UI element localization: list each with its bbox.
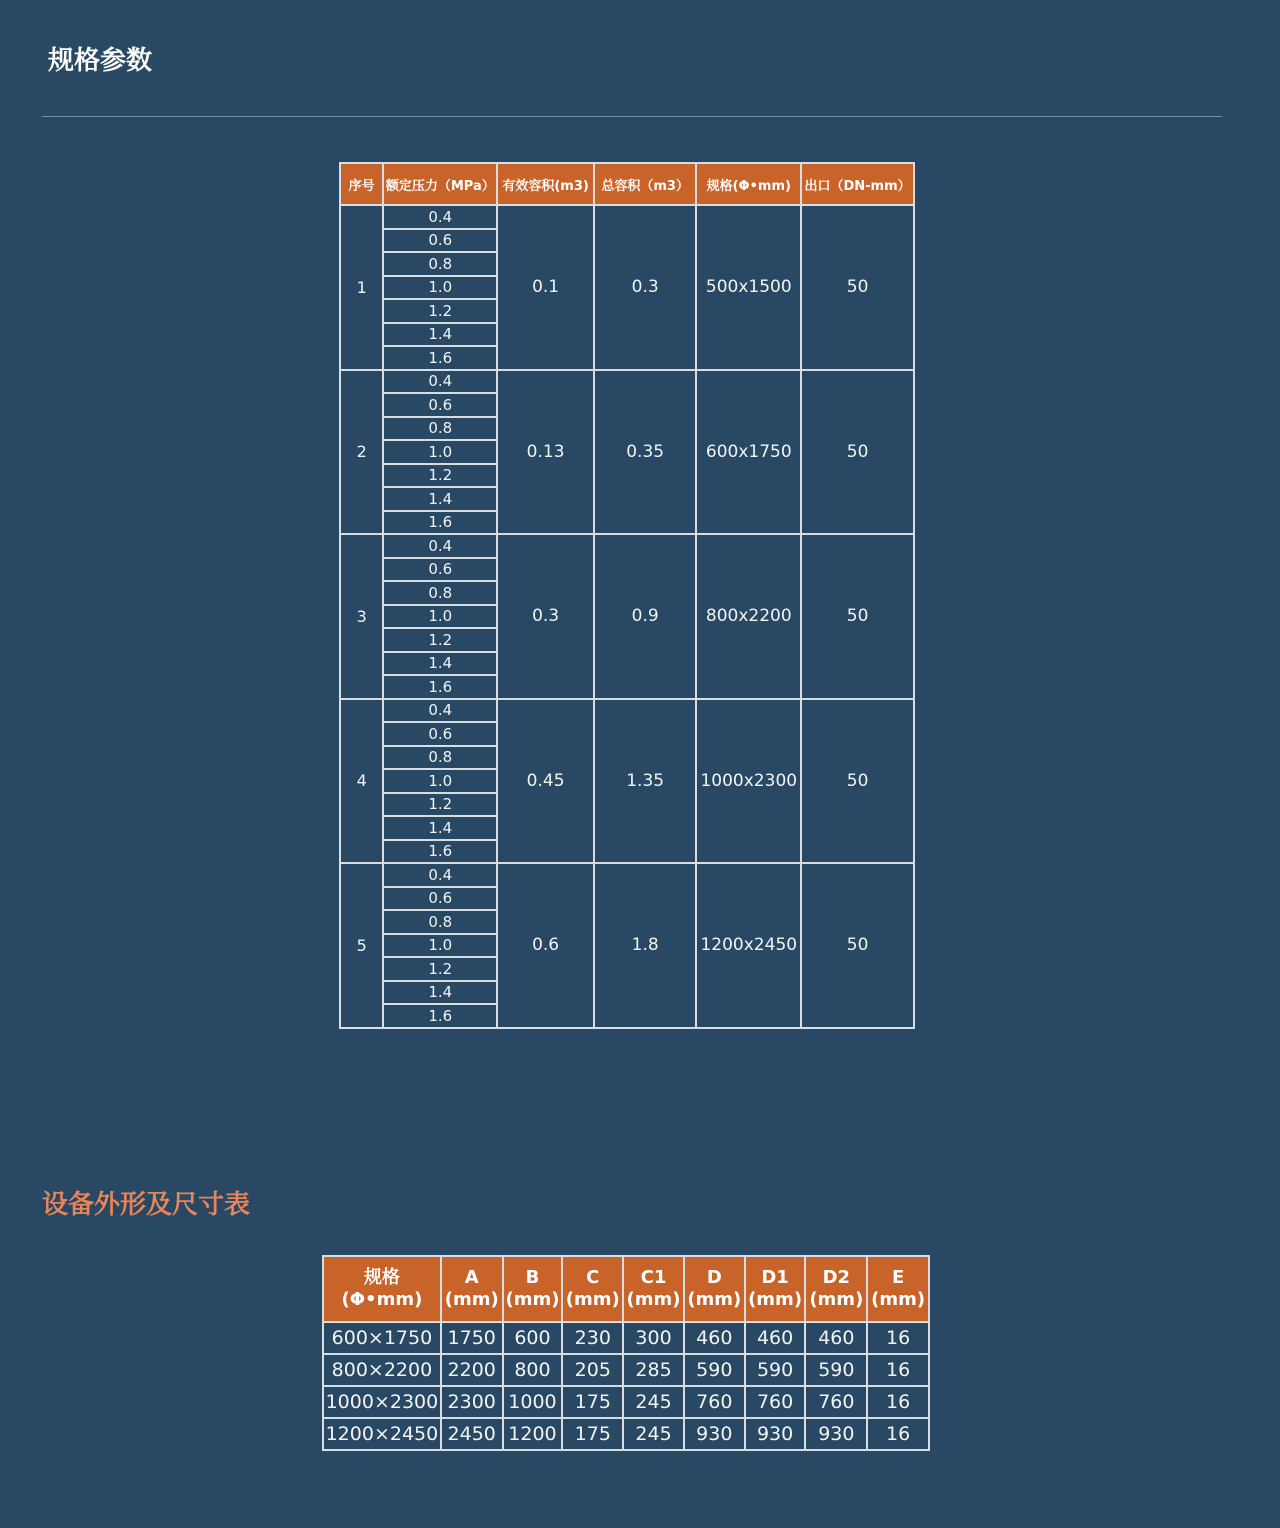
dimension-value-cell: 2200 <box>441 1354 503 1386</box>
spec-outlet-cell: 50 <box>801 205 914 370</box>
dimension-value-cell: 600 <box>503 1322 563 1354</box>
pressure-cell: 1.2 <box>383 793 497 817</box>
dimension-value-cell: 245 <box>623 1386 684 1418</box>
pressure-cell: 0.4 <box>383 863 497 887</box>
pressure-cell: 1.0 <box>383 769 497 793</box>
dimension-header-unit: (mm) <box>565 1289 620 1310</box>
dimension-row <box>323 1418 929 1450</box>
dimension-header-cell <box>562 1256 623 1322</box>
dimension-value-cell: 800 <box>503 1354 563 1386</box>
dimension-header-label: 规格 <box>363 1267 400 1288</box>
header-effective-volume: 有效容积(m3) <box>497 163 594 205</box>
spec-outlet-cell: 50 <box>801 863 914 1028</box>
dimension-value-cell: 760 <box>684 1386 745 1418</box>
dimension-table <box>322 1255 930 1451</box>
pressure-cell: 1.4 <box>383 816 497 840</box>
spec-no-cell: 4 <box>340 699 383 864</box>
spec-total-cell: 0.35 <box>594 370 696 535</box>
dimension-value-cell: 590 <box>805 1354 867 1386</box>
pressure-cell: 0.4 <box>383 370 497 394</box>
dimension-value-cell: 230 <box>562 1322 623 1354</box>
header-no: 序号 <box>340 163 383 205</box>
pressure-cell: 1.4 <box>383 652 497 676</box>
spec-effective-cell: 0.13 <box>497 370 594 535</box>
spec-total-cell: 1.35 <box>594 699 696 864</box>
dimension-value-cell: 460 <box>745 1322 806 1354</box>
dimension-value-cell: 175 <box>562 1418 623 1450</box>
pressure-cell: 1.6 <box>383 511 497 535</box>
dimension-value-cell: 760 <box>805 1386 867 1418</box>
dimension-header-label: A <box>464 1267 479 1288</box>
pressure-cell: 1.2 <box>383 464 497 488</box>
dimension-header-label: D <box>706 1267 722 1288</box>
spec-section-title: 规格参数 <box>48 46 153 76</box>
spec-parameter-table <box>339 162 915 1029</box>
spec-size-cell: 500x1500 <box>696 205 801 370</box>
spec-row <box>340 863 914 887</box>
spec-size-cell: 1200x2450 <box>696 863 801 1028</box>
dimension-section-title: 设备外形及尺寸表 <box>42 1190 251 1220</box>
header-total-volume: 总容积（m3） <box>594 163 696 205</box>
dimension-value-cell: 1750 <box>441 1322 503 1354</box>
spec-total-cell: 1.8 <box>594 863 696 1028</box>
dimension-header-label: B <box>525 1267 540 1288</box>
dimension-value-cell: 930 <box>745 1418 806 1450</box>
dimension-header-unit: (mm) <box>871 1289 926 1310</box>
dimension-value-cell: 460 <box>684 1322 745 1354</box>
dimension-header-unit: (mm) <box>809 1289 864 1310</box>
dimension-header-unit: (mm) <box>748 1289 803 1310</box>
spec-row <box>340 534 914 558</box>
spec-no-cell: 3 <box>340 534 383 699</box>
dimension-row <box>323 1354 929 1386</box>
pressure-cell: 0.4 <box>383 699 497 723</box>
pressure-cell: 1.4 <box>383 487 497 511</box>
pressure-cell: 0.6 <box>383 229 497 253</box>
pressure-cell: 0.8 <box>383 252 497 276</box>
pressure-cell: 1.0 <box>383 605 497 629</box>
pressure-cell: 0.8 <box>383 746 497 770</box>
pressure-cell: 1.6 <box>383 840 497 864</box>
dimension-spec-cell: 1000×2300 <box>323 1386 441 1418</box>
spec-effective-cell: 0.3 <box>497 534 594 699</box>
pressure-cell: 0.6 <box>383 558 497 582</box>
dimension-value-cell: 2300 <box>441 1386 503 1418</box>
pressure-cell: 1.2 <box>383 957 497 981</box>
pressure-cell: 0.6 <box>383 887 497 911</box>
dimension-header-label: E <box>891 1267 905 1288</box>
dimension-spec-cell: 800×2200 <box>323 1354 441 1386</box>
pressure-cell: 0.4 <box>383 205 497 229</box>
dimension-header-unit: (mm) <box>444 1289 499 1310</box>
dimension-header-label: D1 <box>761 1267 789 1288</box>
dimension-value-cell: 930 <box>805 1418 867 1450</box>
dimension-value-cell: 460 <box>805 1322 867 1354</box>
pressure-cell: 0.6 <box>383 722 497 746</box>
dimension-header-cell <box>503 1256 563 1322</box>
pressure-cell: 0.4 <box>383 534 497 558</box>
dimension-header-cell <box>745 1256 806 1322</box>
spec-effective-cell: 0.45 <box>497 699 594 864</box>
spec-total-cell: 0.9 <box>594 534 696 699</box>
dimension-header-row <box>323 1256 929 1322</box>
dimension-header-cell <box>684 1256 745 1322</box>
dimension-value-cell: 16 <box>867 1322 929 1354</box>
dimension-header-label: C1 <box>640 1267 667 1288</box>
dimension-header-unit: (mm) <box>505 1289 560 1310</box>
dimension-header-cell <box>441 1256 503 1322</box>
spec-effective-cell: 0.6 <box>497 863 594 1028</box>
spec-row <box>340 370 914 394</box>
pressure-cell: 1.4 <box>383 323 497 347</box>
dimension-header-unit: (Φ•mm) <box>341 1289 423 1310</box>
spec-size-cell: 800x2200 <box>696 534 801 699</box>
header-outlet: 出口（DN-mm） <box>801 163 914 205</box>
dimension-value-cell: 245 <box>623 1418 684 1450</box>
pressure-cell: 1.6 <box>383 1004 497 1028</box>
spec-total-cell: 0.3 <box>594 205 696 370</box>
dimension-value-cell: 16 <box>867 1418 929 1450</box>
spec-no-cell: 2 <box>340 370 383 535</box>
pressure-cell: 0.8 <box>383 581 497 605</box>
dimension-value-cell: 300 <box>623 1322 684 1354</box>
spec-row <box>340 205 914 229</box>
dimension-spec-cell: 1200×2450 <box>323 1418 441 1450</box>
dimension-value-cell: 590 <box>684 1354 745 1386</box>
dimension-value-cell: 1200 <box>503 1418 563 1450</box>
pressure-cell: 0.8 <box>383 417 497 441</box>
pressure-cell: 0.6 <box>383 393 497 417</box>
dimension-value-cell: 175 <box>562 1386 623 1418</box>
dimension-value-cell: 16 <box>867 1354 929 1386</box>
dimension-header-unit: (mm) <box>687 1289 742 1310</box>
pressure-cell: 0.8 <box>383 910 497 934</box>
dimension-value-cell: 205 <box>562 1354 623 1386</box>
spec-outlet-cell: 50 <box>801 534 914 699</box>
dimension-value-cell: 590 <box>745 1354 806 1386</box>
spec-outlet-cell: 50 <box>801 699 914 864</box>
spec-row <box>340 699 914 723</box>
dimension-row <box>323 1322 929 1354</box>
dimension-header-cell <box>623 1256 684 1322</box>
pressure-cell: 1.2 <box>383 299 497 323</box>
dimension-header-cell <box>867 1256 929 1322</box>
spec-size-cell: 600x1750 <box>696 370 801 535</box>
dimension-header-cell <box>805 1256 867 1322</box>
dimension-header-label: C <box>586 1267 600 1288</box>
spec-size-cell: 1000x2300 <box>696 699 801 864</box>
spec-header-row <box>340 163 914 205</box>
pressure-cell: 1.6 <box>383 675 497 699</box>
dimension-value-cell: 930 <box>684 1418 745 1450</box>
dimension-header-label: D2 <box>822 1267 851 1288</box>
dimension-value-cell: 16 <box>867 1386 929 1418</box>
dimension-spec-cell: 600×1750 <box>323 1322 441 1354</box>
pressure-cell: 1.0 <box>383 440 497 464</box>
dimension-header-unit: (mm) <box>626 1289 681 1310</box>
spec-no-cell: 5 <box>340 863 383 1028</box>
title-divider <box>42 116 1222 117</box>
spec-effective-cell: 0.1 <box>497 205 594 370</box>
spec-outlet-cell: 50 <box>801 370 914 535</box>
dimension-value-cell: 285 <box>623 1354 684 1386</box>
spec-no-cell: 1 <box>340 205 383 370</box>
dimension-value-cell: 1000 <box>503 1386 563 1418</box>
pressure-cell: 1.0 <box>383 934 497 958</box>
dimension-value-cell: 2450 <box>441 1418 503 1450</box>
pressure-cell: 1.2 <box>383 628 497 652</box>
dimension-row <box>323 1386 929 1418</box>
pressure-cell: 1.0 <box>383 276 497 300</box>
header-spec: 规格(Φ•mm) <box>696 163 801 205</box>
pressure-cell: 1.4 <box>383 981 497 1005</box>
header-pressure: 额定压力（MPa） <box>383 163 497 205</box>
dimension-header-cell <box>323 1256 441 1322</box>
pressure-cell: 1.6 <box>383 346 497 370</box>
dimension-value-cell: 760 <box>745 1386 806 1418</box>
